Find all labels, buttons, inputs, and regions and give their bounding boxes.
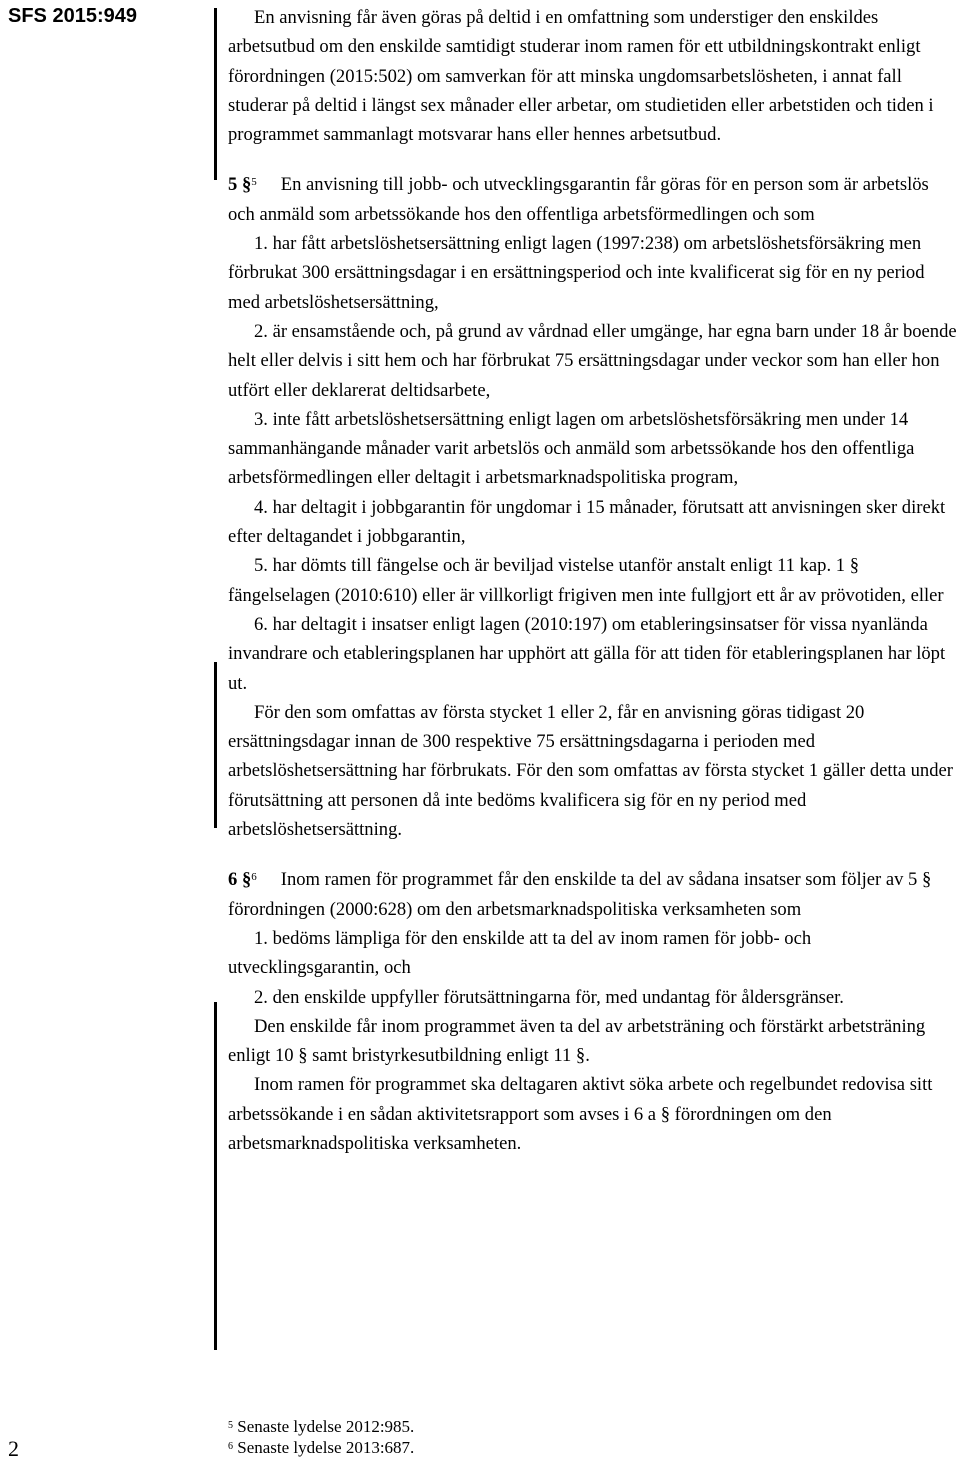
change-bar-intro [214, 8, 217, 180]
footnotes [228, 1416, 414, 1458]
section-5 [228, 170, 958, 844]
section-6 [228, 865, 958, 1158]
document-body [228, 3, 958, 1158]
section-5-item-1: 1. har fått arbetslöshetsersättning enligt lagen (1997:238) om arbetslöshetsförsäkring men förbrukat 300 ersättningsdagar i en ersättningsperiod och inte kvalificerat sig för en ny period med arbetslöshetsersättning, [228, 233, 925, 313]
footnote-ref-6: 6 [251, 871, 257, 884]
section-5-item-6: 6. har deltagit i insatser enligt lagen (2010:197) om etableringsinsatser för vissa nyanlända invandrare och etableringsplanen har upphört att gälla för att tiden för etableringsplanen har löpt ut. [228, 613, 946, 694]
section-5-item-3: 3. inte fått arbetslöshetsersättning enligt lagen om arbetslöshetsförsäkring men under 14 sammanhängande månader varit arbetslös och anmäld som arbetssökande hos den offentliga arbetsförmedlingen eller deltagit i arbetsmarknadspolitiska program, [228, 408, 915, 489]
section-5-closing: För den som omfattas av första stycket 1 eller 2, får en anvisning göras tidigast 20 ersättningsdagar innan de 300 respektive 75 ersättningsdagarna i perioden med arbetslöshetsersättning har förbrukats. För den som omfattas av första stycket 1 gäller detta under förutsättning att personen då inte bedöms kvalificera sig för en ny period med arbetslöshetsersättning. [228, 701, 953, 841]
change-bar-items [214, 662, 217, 828]
section-6-number: 6 §$^6$ [228, 869, 257, 891]
footnote-6: $^6$ Senaste lydelse 2013:687. [228, 1438, 415, 1457]
section-6-item-1: 1. bedöms lämpliga för den enskilde att ta del av inom ramen för jobb- och utvecklingsgarantin, och [228, 927, 812, 979]
sfs-number: SFS 2015:949 [8, 5, 137, 27]
section-6-lead: 6 §$^6$ Inom ramen för programmet får den enskilde ta del av sådana insatser som följer av 5 § förordningen (2000:628) om den arbetsmarknadspolitiska verksamheten som [228, 869, 932, 920]
section-6-item-2: 2. den enskilde uppfyller förutsättningarna för, med undantag för åldersgränser. [254, 986, 844, 1008]
footnote-5: $^5$ Senaste lydelse 2012:985. [228, 1417, 415, 1436]
section-6-para-3: Inom ramen för programmet ska deltagaren aktivt söka arbete och regelbundet redovisa sitt arbetssökande i en sådan aktivitetsrapport som avses i 6 a § förordningen om den arbetsmarknadspolitiska verksamheten. [228, 1074, 933, 1154]
section-5-item-4: 4. har deltagit i jobbgarantin för ungdomar i 15 månader, förutsatt att anvisningen sker direkt efter deltagandet i jobbgarantin, [228, 496, 946, 548]
page-number: 2 [8, 1436, 19, 1461]
change-bar-section6 [214, 1002, 217, 1350]
section-5-lead: 5 §$^5$ En anvisning till jobb- och utvecklingsgarantin får göras för en person som är arbetslös och anmäld som arbetssökande hos den offentliga arbetsförmedlingen och som [228, 174, 929, 225]
section-5-item-5: 5. har dömts till fängelse och är beviljad vistelse utanför anstalt enligt 11 kap. 1 § fängelselagen (2010:610) eller är villkorligt frigiven men inte fullgjort ett år av prövotiden, eller [228, 555, 944, 606]
section-5-number: 5 §$^5$ [228, 174, 257, 196]
section-5-item-2: 2. är ensamstående och, på grund av vårdnad eller umgänge, har egna barn under 18 år boende helt eller delvis i sitt hem och har förbrukat 75 ersättningsdagar under veckor som han eller hon utfört eller deklarerat deltidsarbete, [228, 320, 957, 401]
section-6-para-2: Den enskilde får inom programmet även ta del av arbetsträning och förstärkt arbetsträning enligt 10 § samt bristyrkesutbildning enligt 11 §. [228, 1015, 926, 1067]
footnote-ref-5: 5 [251, 176, 257, 189]
intro-paragraph: En anvisning får även göras på deltid i en omfattning som understiger den enskildes arbetsutbud om den enskilde samtidigt studerar inom ramen för ett utbildningskontrakt enligt förordningen (2015:502) om samverkan för att minska ungdomsarbetslösheten, i annat fall studerar på deltid i längst sex månader eller arbetar, om studietiden eller arbetstiden och tiden i programmet sammanlagt motsvarar hans eller hennes arbetsutbud. [228, 7, 934, 146]
